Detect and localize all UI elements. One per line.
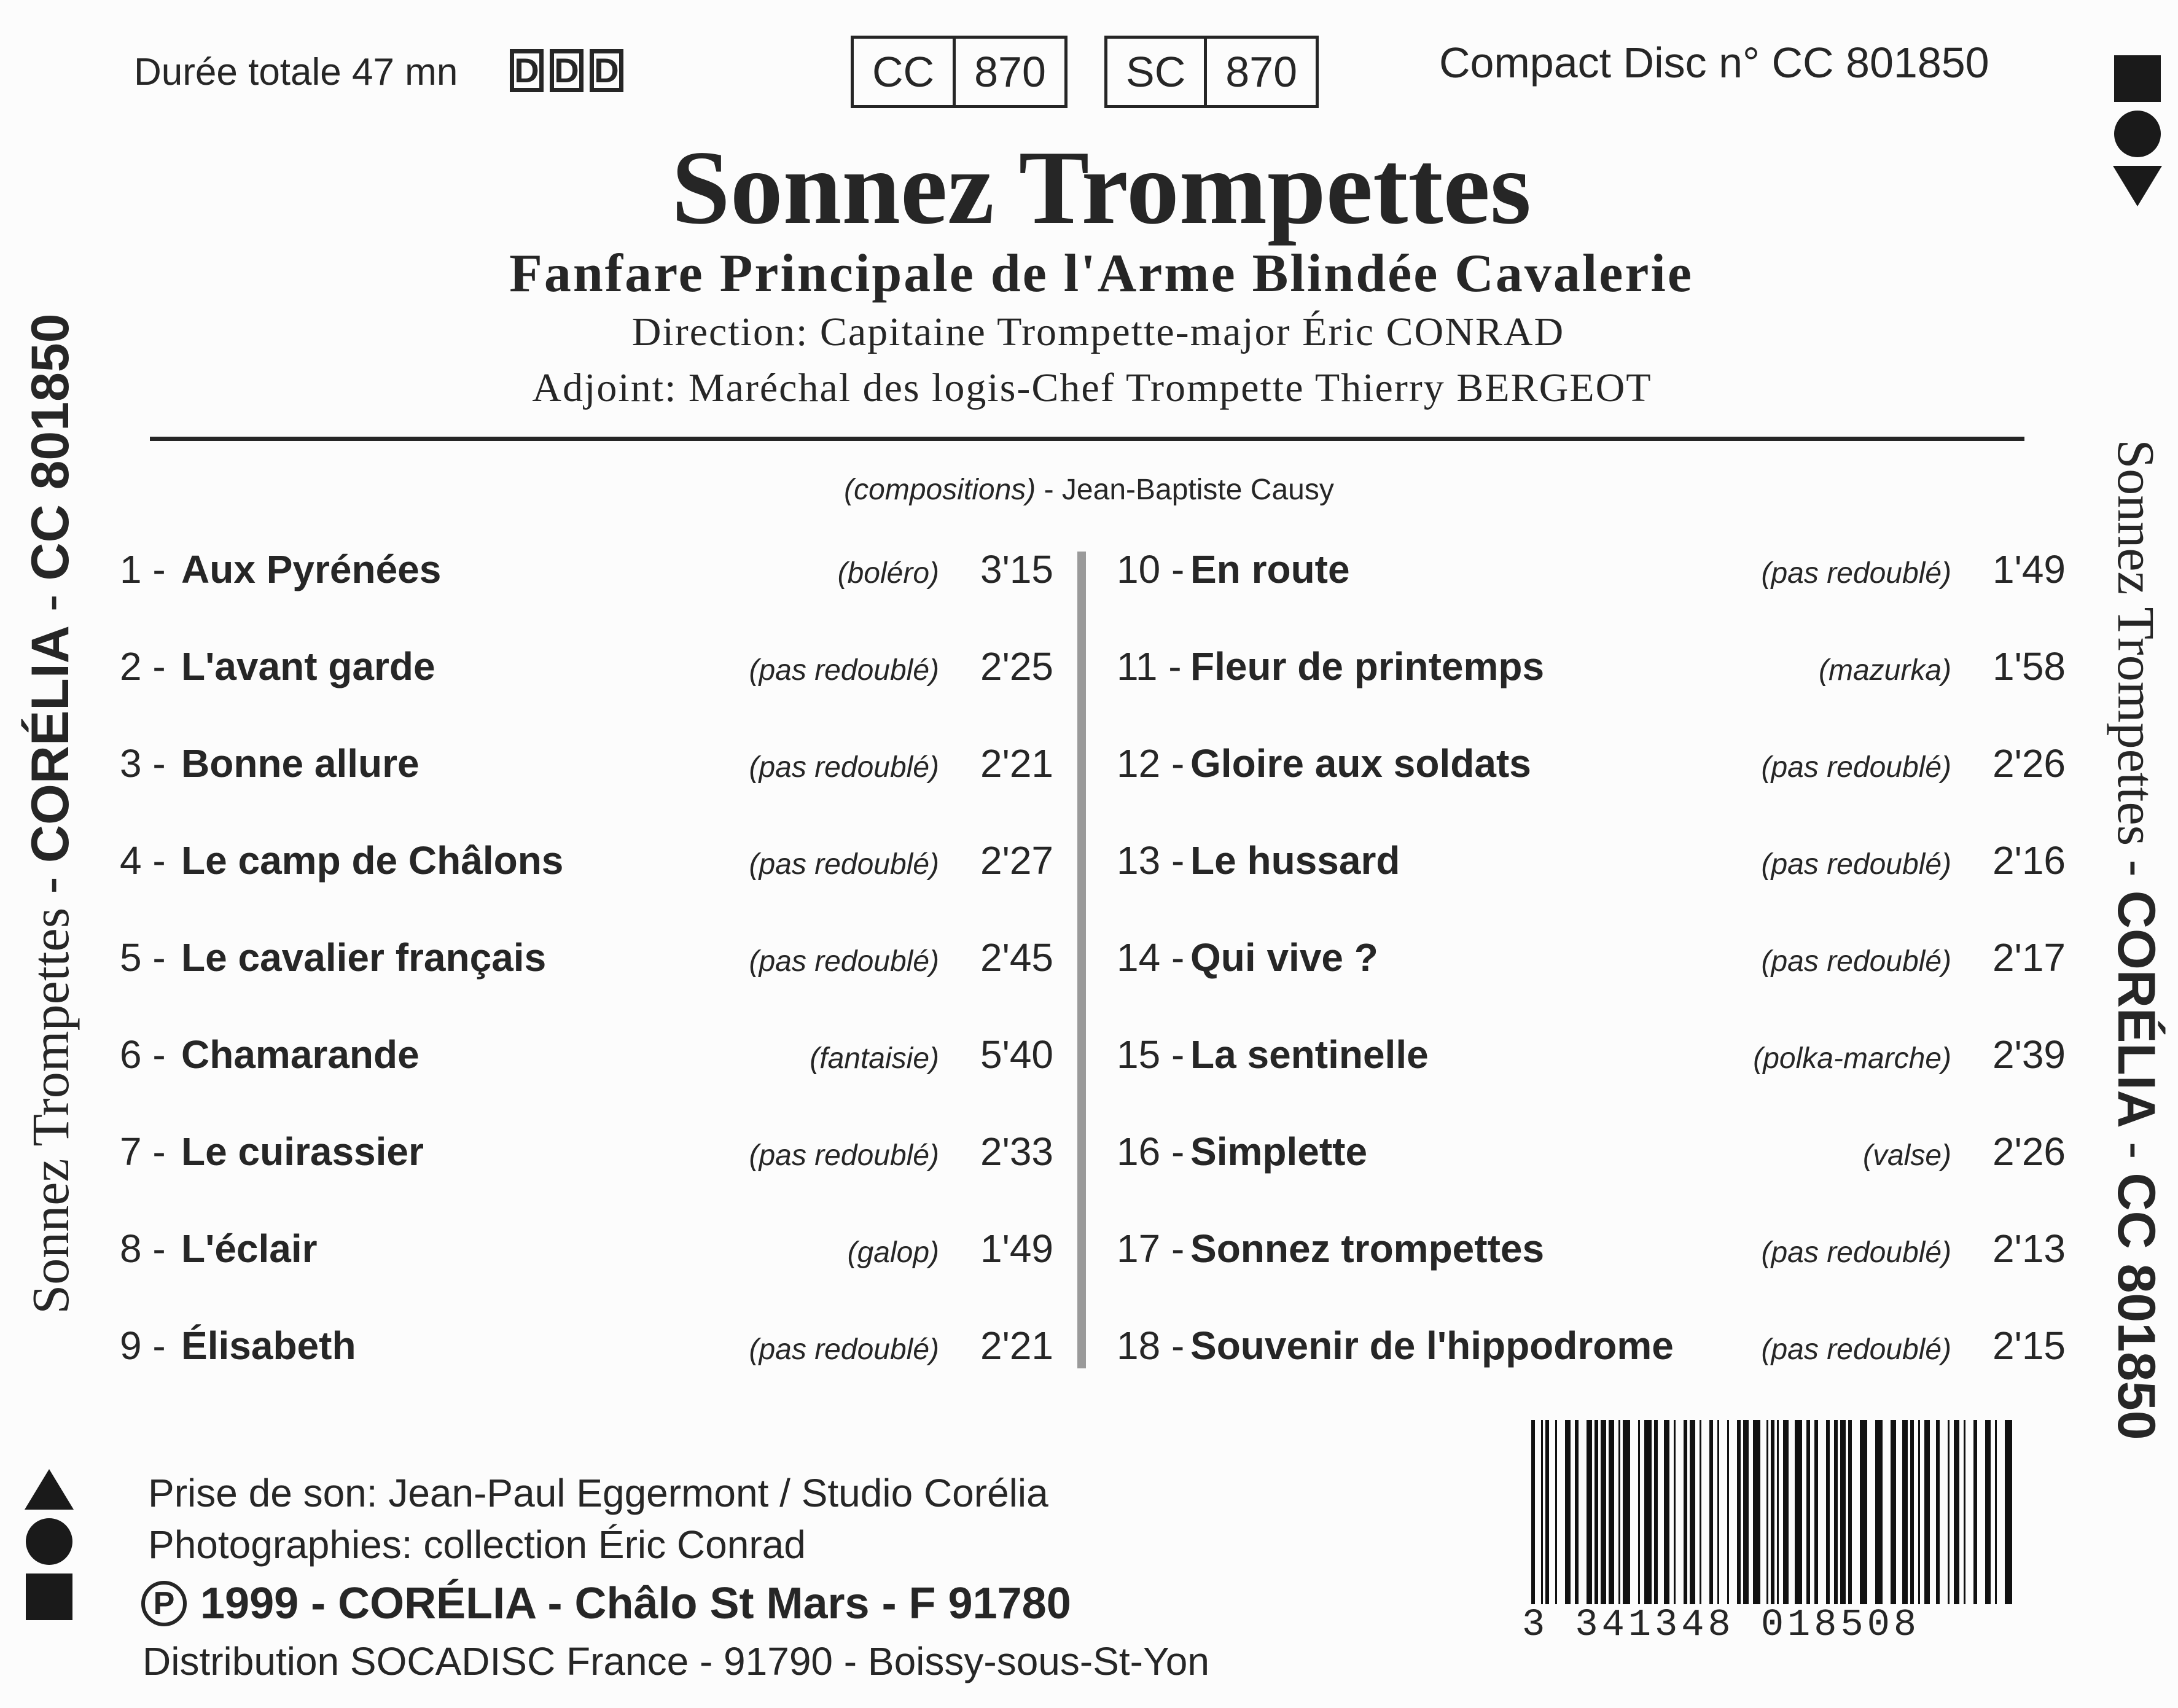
track-title: Aux Pyrénées <box>181 547 442 591</box>
barcode-bar <box>1995 1420 1997 1604</box>
barcode-bar <box>1936 1420 1940 1604</box>
spine-separator: - <box>2107 1141 2166 1160</box>
track-row <box>1117 935 2066 1032</box>
track-duration: 2'27 <box>980 838 1053 883</box>
track-number: 11 - <box>1117 644 1182 688</box>
track-number: 13 - <box>1117 838 1185 883</box>
barcode-bar <box>1727 1420 1729 1604</box>
track-title: Simplette <box>1190 1129 1368 1174</box>
track-duration: 2'25 <box>980 644 1053 688</box>
column-divider <box>1077 552 1086 1368</box>
logo-triangle-icon <box>2113 166 2162 206</box>
barcode-bar <box>1795 1420 1802 1604</box>
track-row <box>120 1032 1053 1129</box>
track-row <box>1117 1323 2066 1420</box>
track-row <box>1117 644 2066 741</box>
track-title: Qui vive ? <box>1190 935 1378 980</box>
cc-code-box <box>851 36 1068 108</box>
track-title: Le cuirassier <box>181 1129 424 1174</box>
track-row <box>120 644 1053 741</box>
corelia-logo-icon <box>2113 55 2162 206</box>
sc-code-label: SC <box>1126 48 1186 96</box>
track-title: Gloire aux soldats <box>1190 741 1531 786</box>
track-genre: (pas redoublé) <box>749 1139 939 1172</box>
barcode-bar <box>1587 1420 1592 1604</box>
barcode-digits: 3 341348 018508 <box>1522 1603 1921 1647</box>
track-title: Sonnez trompettes <box>1190 1226 1545 1271</box>
spine-right <box>2106 439 2167 1440</box>
ddd-code <box>510 49 623 92</box>
track-duration: 2'15 <box>1993 1324 2066 1368</box>
barcode-bar <box>1623 1420 1630 1604</box>
track-row <box>1117 1129 2066 1226</box>
track-title: Souvenir de l'hippodrome <box>1190 1324 1674 1368</box>
cc-code-label: CC <box>872 48 935 96</box>
barcode-bar <box>1902 1420 1908 1604</box>
sc-code-box <box>1104 36 1319 108</box>
track-row <box>1117 1032 2066 1129</box>
track-genre: (galop) <box>847 1236 939 1269</box>
track-genre: (pas redoublé) <box>1761 1236 1951 1269</box>
tracklist-right <box>1117 547 2066 1420</box>
barcode-bar <box>1717 1420 1719 1604</box>
track-row <box>120 547 1053 644</box>
direction-credit: Direction: Capitaine Trompette-major Éric CONRAD <box>631 310 1565 354</box>
barcode-bar <box>1985 1420 1991 1604</box>
ddd-letter: D <box>550 49 584 92</box>
track-duration: 1'58 <box>1993 644 2066 688</box>
phonogram-icon: P <box>141 1581 187 1626</box>
track-row <box>120 741 1053 838</box>
track-duration: 2'26 <box>1993 1129 2066 1174</box>
track-number: 12 - <box>1117 741 1196 786</box>
barcode-bar <box>1783 1420 1789 1604</box>
track-number: 2 - <box>120 644 177 688</box>
corelia-logo-icon <box>25 1469 74 1620</box>
track-duration: 2'13 <box>1993 1226 2066 1271</box>
barcode-bar <box>1664 1420 1669 1604</box>
spine-title: Sonnez Trompettes <box>21 907 80 1314</box>
barcode-bar <box>1826 1420 1830 1604</box>
track-duration: 2'21 <box>980 1324 1053 1368</box>
barcode-bar <box>1814 1420 1818 1604</box>
barcode-bar <box>1954 1420 1959 1604</box>
track-genre: (pas redoublé) <box>749 945 939 978</box>
track-duration: 5'40 <box>980 1032 1053 1077</box>
barcode-bar <box>1875 1420 1883 1604</box>
track-title: En route <box>1190 547 1350 591</box>
spine-title: Sonnez Trompettes <box>2107 439 2166 846</box>
barcode-bar <box>1545 1420 1549 1604</box>
adjoint-credit: Adjoint: Maréchal des logis-Chef Trompette Thierry BERGEOT <box>532 365 1652 410</box>
track-row <box>120 1226 1053 1323</box>
logo-square-icon <box>26 1573 72 1620</box>
track-number: 17 - <box>1117 1226 1185 1271</box>
spine-separator: - <box>20 876 80 894</box>
compositions-label: (compositions) <box>844 474 1036 506</box>
barcode-bar <box>1674 1420 1676 1604</box>
track-row <box>1117 741 2066 838</box>
barcode-bar <box>1964 1420 1965 1604</box>
barcode-bar <box>1618 1420 1620 1604</box>
track-number: 7 - <box>120 1129 177 1174</box>
logo-triangle-icon <box>25 1469 74 1510</box>
barcode-bar <box>1594 1420 1598 1604</box>
track-row <box>120 935 1053 1032</box>
barcode-bar <box>1771 1420 1774 1604</box>
track-title: Le cavalier français <box>181 935 547 980</box>
barcode-bar <box>1948 1420 1950 1604</box>
catalog-number: Compact Disc n° CC 801850 <box>1439 39 1989 87</box>
copyright-text: 1999 - CORÉLIA - Châlo St Mars - F 91780 <box>200 1579 1071 1628</box>
track-title: L'avant garde <box>181 644 435 688</box>
barcode-bar <box>1753 1420 1760 1604</box>
track-number: 16 - <box>1117 1129 1185 1174</box>
barcode-bar <box>1575 1420 1579 1604</box>
track-duration: 2'21 <box>980 741 1053 786</box>
track-row <box>1117 547 2066 644</box>
track-genre: (pas redoublé) <box>1761 945 1951 978</box>
barcode-bar <box>1891 1420 1896 1604</box>
logo-circle-icon <box>2114 111 2161 157</box>
header-rule <box>150 437 2024 441</box>
barcode-bar <box>1766 1420 1768 1604</box>
track-number: 10 - <box>1117 547 1185 591</box>
track-genre: (valse) <box>1862 1139 1951 1172</box>
barcode-bar <box>1743 1420 1749 1604</box>
spine-brand: CORÉLIA <box>20 625 80 864</box>
barcode-bar <box>1918 1420 1920 1604</box>
distribution-credit: Distribution SOCADISC France - 91790 - Boissy-sous-St-Yon <box>142 1639 1209 1683</box>
barcode-icon <box>1531 1420 2016 1604</box>
spine-brand: CORÉLIA <box>2107 890 2166 1128</box>
track-duration: 1'49 <box>980 1226 1053 1271</box>
barcode-bar <box>1737 1420 1741 1604</box>
track-duration: 2'26 <box>1993 741 2066 786</box>
track-title: Bonne allure <box>181 741 420 786</box>
barcode-bar <box>1684 1420 1687 1604</box>
spine-separator: - <box>2107 859 2166 877</box>
barcode-bar <box>1654 1420 1658 1604</box>
sound-credit: Prise de son: Jean-Paul Eggermont / Studio Corélia <box>148 1471 1048 1515</box>
track-title: La sentinelle <box>1190 1032 1429 1077</box>
barcode-bar <box>1690 1420 1695 1604</box>
track-genre: (pas redoublé) <box>1761 848 1951 881</box>
track-number: 8 - <box>120 1226 177 1271</box>
track-number: 9 - <box>120 1324 177 1368</box>
spine-left <box>20 313 81 1314</box>
track-genre: (pas redoublé) <box>1761 1333 1951 1366</box>
track-duration: 2'16 <box>1993 838 2066 883</box>
track-number: 4 - <box>120 838 177 883</box>
track-genre: (mazurka) <box>1818 654 1951 687</box>
barcode-bar <box>1973 1420 1977 1604</box>
barcode-bar <box>1541 1420 1543 1604</box>
track-row <box>1117 1226 2066 1323</box>
barcode-bar <box>1860 1420 1867 1604</box>
track-genre: (boléro) <box>837 557 939 590</box>
track-number: 6 - <box>120 1032 177 1077</box>
ddd-letter: D <box>590 49 623 92</box>
track-number: 1 - <box>120 547 177 591</box>
barcode-bar <box>1638 1420 1640 1604</box>
barcode-bar <box>1555 1420 1557 1604</box>
spine-separator: - <box>20 594 80 612</box>
barcode-bar <box>1531 1420 1535 1604</box>
barcode-bar <box>1910 1420 1914 1604</box>
spine-catalog: CC 801850 <box>2107 1172 2166 1440</box>
track-genre: (polka-marche) <box>1753 1042 1951 1075</box>
barcode-bar <box>1609 1420 1614 1604</box>
track-row <box>120 1129 1053 1226</box>
barcode-bar <box>1601 1420 1606 1604</box>
track-duration: 2'33 <box>980 1129 1053 1174</box>
track-title: Fleur de printemps <box>1190 644 1545 688</box>
track-duration: 2'45 <box>980 935 1053 980</box>
barcode-bar <box>1700 1420 1701 1604</box>
track-number: 15 - <box>1117 1032 1185 1077</box>
album-title: Sonnez Trompettes <box>671 130 1531 246</box>
album-subtitle: Fanfare Principale de l'Arme Blindée Cavalerie <box>509 244 1693 303</box>
barcode-bar <box>1806 1420 1810 1604</box>
track-row <box>1117 838 2066 935</box>
track-genre: (pas redoublé) <box>749 751 939 784</box>
track-title: Le hussard <box>1190 838 1400 883</box>
track-duration: 1'49 <box>1993 547 2066 591</box>
copyright-line <box>141 1578 1071 1629</box>
tracklist-left <box>120 547 1053 1420</box>
track-number: 18 - <box>1117 1324 1185 1368</box>
barcode-bar <box>1840 1420 1846 1604</box>
barcode-bar <box>1834 1420 1838 1604</box>
cc-code-value: 870 <box>953 39 1064 105</box>
barcode-bar <box>1565 1420 1571 1604</box>
track-duration: 2'17 <box>1993 935 2066 980</box>
compositions-credit <box>0 473 2178 507</box>
photo-credit: Photographies: collection Éric Conrad <box>148 1523 806 1567</box>
barcode-bar <box>1644 1420 1652 1604</box>
track-number: 5 - <box>120 935 177 980</box>
composer-name: - Jean-Baptiste Causy <box>1044 474 1334 506</box>
track-number: 3 - <box>120 741 177 786</box>
track-row <box>120 1323 1053 1420</box>
logo-circle-icon <box>26 1518 72 1565</box>
track-genre: (pas redoublé) <box>749 848 939 881</box>
logo-square-icon <box>2114 55 2161 102</box>
track-title: L'éclair <box>181 1226 318 1271</box>
barcode-bar <box>1777 1420 1779 1604</box>
track-genre: (pas redoublé) <box>749 654 939 687</box>
track-genre: (pas redoublé) <box>1761 751 1951 784</box>
track-genre: (pas redoublé) <box>749 1333 939 1366</box>
spine-catalog: CC 801850 <box>20 313 80 581</box>
track-row <box>120 838 1053 935</box>
track-genre: (fantaisie) <box>810 1042 939 1075</box>
barcode-bar <box>1848 1420 1852 1604</box>
ddd-letter: D <box>510 49 544 92</box>
barcode-bar <box>1924 1420 1930 1604</box>
track-duration: 2'39 <box>1993 1032 2066 1077</box>
track-duration: 3'15 <box>980 547 1053 591</box>
track-title: Le camp de Châlons <box>181 838 564 883</box>
track-number: 14 - <box>1117 935 1185 980</box>
track-title: Chamarande <box>181 1032 420 1077</box>
total-duration: Durée totale 47 mn <box>134 51 458 93</box>
track-genre: (pas redoublé) <box>1761 557 1951 590</box>
sc-code-value: 870 <box>1204 39 1316 105</box>
barcode-bar <box>1709 1420 1713 1604</box>
track-title: Élisabeth <box>181 1324 356 1368</box>
barcode-bar <box>2005 1420 2012 1604</box>
